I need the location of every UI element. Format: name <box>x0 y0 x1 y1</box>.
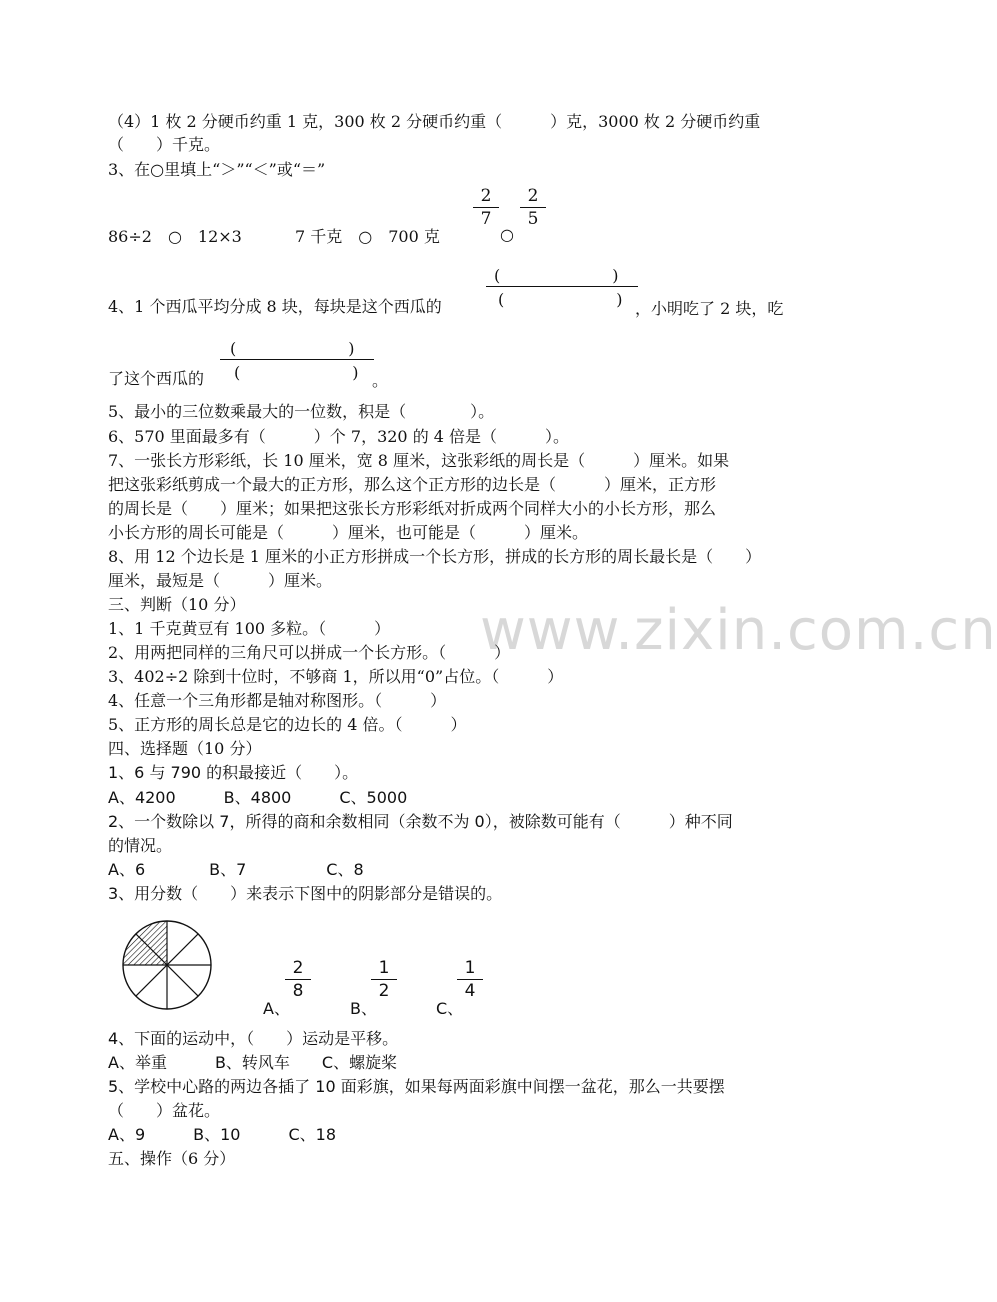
q7-text-2: 把这张彩纸剪成一个最大的正方形，那么这个正方形的边长是（ ）厘米，正方形 <box>108 475 717 494</box>
section-5-title: 五、操作（6 分） <box>108 1149 236 1168</box>
watermark: www.zixin.com.cn <box>480 598 997 663</box>
option-a-label: A、 <box>263 999 290 1018</box>
q4-coin-text-cont: （ ）千克。 <box>108 135 221 154</box>
choice-5-options: A、9 B、10 C、18 <box>108 1125 336 1144</box>
choice-2: 2、一个数除以 7，所得的商和余数相同（余数不为 0），被除数可能有（ ）种不同 <box>108 812 733 831</box>
q4-coin-text: （4）1 枚 2 分硬币约重 1 克，300 枚 2 分硬币约重（ ）克，3000 枚 2 分硬币约重 <box>108 112 761 131</box>
compare-2: 7 千克 ○ 700 克 <box>295 227 440 246</box>
judge-2: 2、用两把同样的三角尺可以拼成一个长方形。（ ） <box>108 643 511 662</box>
choice-4: 4、下面的运动中，（ ）运动是平移。 <box>108 1029 399 1048</box>
blank-fraction-1: ( ) ( ) <box>486 263 638 310</box>
shaded-circle-figure <box>118 918 216 1012</box>
compare-circle: ○ <box>500 225 514 244</box>
judge-1: 1、1 千克黄豆有 100 多粒。（ ） <box>108 619 391 638</box>
choice-1-options: A、4200 B、4800 C、5000 <box>108 788 408 807</box>
q8-text-2: 厘米，最短是（ ）厘米。 <box>108 571 333 590</box>
q7-text-3: 的周长是（ ）厘米；如果把这张长方形彩纸对折成两个同样大小的小长方形，那么 <box>108 499 717 518</box>
fraction-2-7: 2 7 <box>471 186 501 229</box>
choice-4-options: A、举重 B、转风车 C、螺旋桨 <box>108 1053 398 1072</box>
judge-3: 3、402÷2 除到十位时，不够商 1，所以用“0”占位。（ ） <box>108 667 564 686</box>
choice-2-options: A、6 B、7 C、8 <box>108 860 364 879</box>
choice-5-cont: （ ）盆花。 <box>108 1101 221 1120</box>
choice-2-cont: 的情况。 <box>108 836 173 855</box>
fraction-2-5: 2 5 <box>518 186 548 229</box>
q7-text-1: 7、一张长方形彩纸，长 10 厘米，宽 8 厘米，这张彩纸的周长是（ ）厘米。如果 <box>108 451 730 470</box>
q5-text: 5、最小的三位数乘最大的一位数，积是（ ）。 <box>108 402 495 421</box>
q8-text-1: 8、用 12 个边长是 1 厘米的小正方形拼成一个长方形，拼成的长方形的周长最长是（ ） <box>108 547 762 566</box>
q4-watermelon-text-2: ，小明吃了 2 块，吃 <box>635 299 784 318</box>
judge-5: 5、正方形的周长总是它的边长的 4 倍。（ ） <box>108 715 467 734</box>
option-c-label: C、 <box>436 999 464 1018</box>
q7-text-4: 小长方形的周长可能是（ ）厘米，也可能是（ ）厘米。 <box>108 523 589 542</box>
period: 。 <box>372 371 389 390</box>
q3-instruction: 3、在○里填上“＞”“＜”或“＝” <box>108 160 326 179</box>
q4-watermelon-text-3: 了这个西瓜的 <box>108 369 205 388</box>
section-3-title: 三、判断（10 分） <box>108 595 246 614</box>
blank-fraction-2: ( ) ( ) <box>220 336 374 383</box>
option-a-fraction: 2 8 <box>283 958 313 1001</box>
option-c-fraction: 1 4 <box>455 958 485 1001</box>
section-4-title: 四、选择题（10 分） <box>108 739 262 758</box>
q4-watermelon-text: 4、1 个西瓜平均分成 8 块，每块是这个西瓜的 <box>108 297 442 316</box>
option-b-label: B、 <box>350 999 377 1018</box>
option-b-fraction: 1 2 <box>369 958 399 1001</box>
compare-1: 86÷2 ○ 12×3 <box>108 227 242 246</box>
choice-3: 3、用分数（ ）来表示下图中的阴影部分是错误的。 <box>108 884 503 903</box>
judge-4: 4、任意一个三角形都是轴对称图形。（ ） <box>108 691 447 710</box>
choice-5: 5、学校中心路的两边各插了 10 面彩旗，如果每两面彩旗中间摆一盆花，那么一共要摆 <box>108 1077 725 1096</box>
q6-text: 6、570 里面最多有（ ）个 7，320 的 4 倍是（ ）。 <box>108 427 570 446</box>
choice-1: 1、6 与 790 的积最接近（ ）。 <box>108 763 359 782</box>
